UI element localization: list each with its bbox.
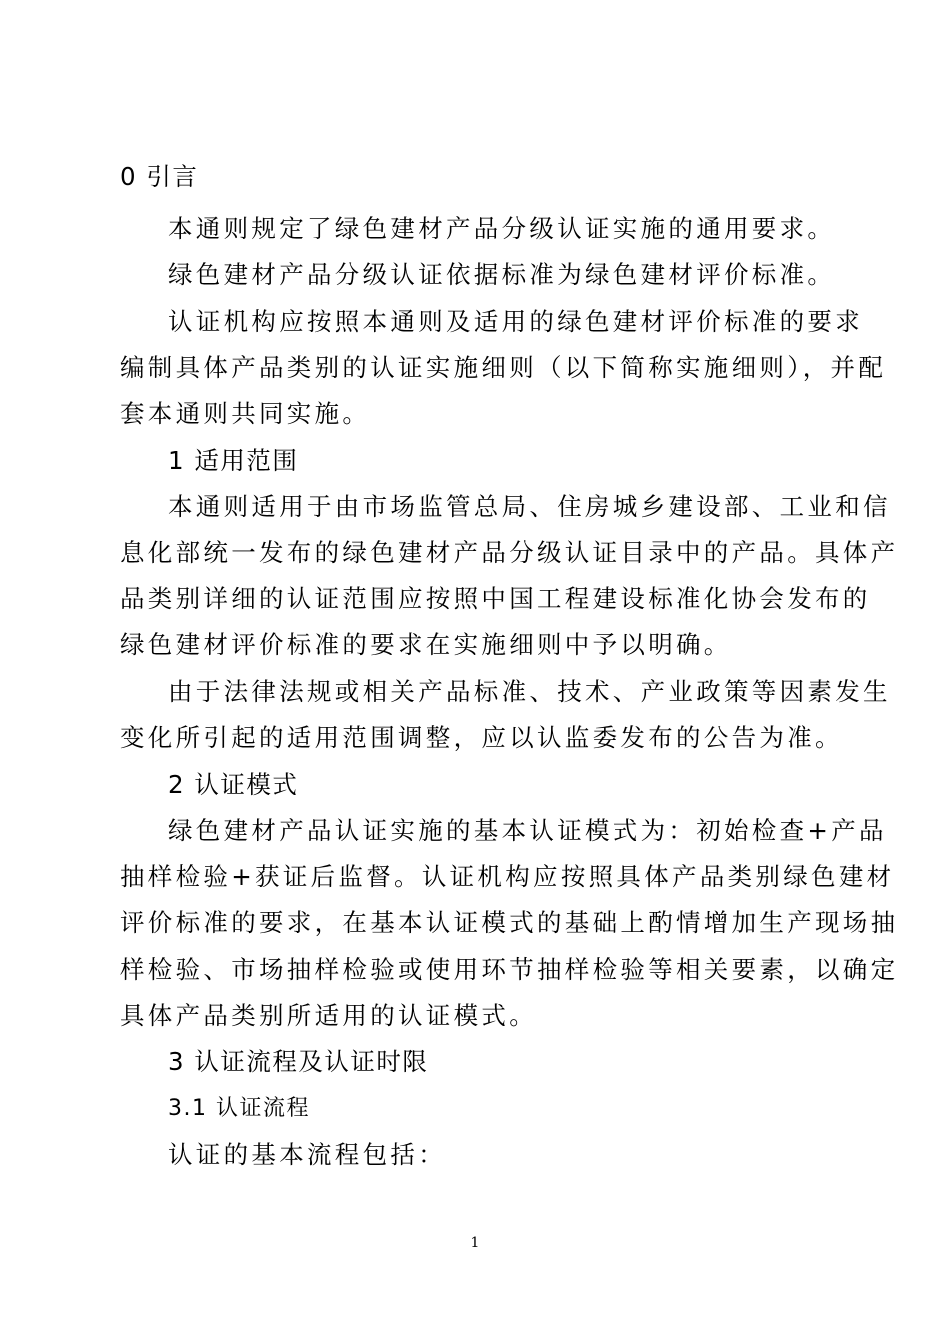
paragraph-line: 编制具体产品类别的认证实施细则（以下简称实施细则），并配 <box>120 353 887 382</box>
paragraph-line: 绿色建材评价标准的要求在实施细则中予以明确。 <box>120 630 732 659</box>
section-heading-scope: 1 适用范围 <box>168 446 299 475</box>
section-heading-mode: 2 认证模式 <box>168 770 299 799</box>
paragraph-line: 息化部统一发布的绿色建材产品分级认证目录中的产品。具体产 <box>120 538 899 567</box>
paragraph-line: 评价标准的要求，在基本认证模式的基础上酌情增加生产现场抽 <box>120 908 899 937</box>
paragraph-line: 变化所引起的适用范围调整，应以认监委发布的公告为准。 <box>120 723 843 752</box>
paragraph-line: 品类别详细的认证范围应按照中国工程建设标准化协会发布的 <box>120 584 871 613</box>
paragraph-line: 由于法律法规或相关产品标准、技术、产业政策等因素发生 <box>168 677 891 706</box>
page-number: 1 <box>470 1235 480 1251</box>
section-heading-intro: 0 引言 <box>120 162 199 191</box>
paragraph-line: 抽样检验+获证后监督。认证机构应按照具体产品类别绿色建材 <box>120 862 895 891</box>
section-heading-process: 3 认证流程及认证时限 <box>168 1047 429 1076</box>
paragraph-line: 认证机构应按照本通则及适用的绿色建材评价标准的要求 <box>168 307 863 336</box>
paragraph-line: 本通则适用于由市场监管总局、住房城乡建设部、工业和信 <box>168 492 891 521</box>
paragraph-line: 绿色建材产品分级认证依据标准为绿色建材评价标准。 <box>168 260 836 289</box>
paragraph-line: 具体产品类别所适用的认证模式。 <box>120 1001 537 1030</box>
paragraph-line: 绿色建材产品认证实施的基本认证模式为：初始检查+产品 <box>168 816 887 845</box>
paragraph-line: 认证的基本流程包括： <box>168 1140 446 1169</box>
subsection-heading-process-flow: 3.1 认证流程 <box>168 1096 310 1121</box>
paragraph-line: 样检验、市场抽样检验或使用环节抽样检验等相关要素，以确定 <box>120 955 899 984</box>
paragraph-line: 本通则规定了绿色建材产品分级认证实施的通用要求。 <box>168 214 836 243</box>
paragraph-line: 套本通则共同实施。 <box>120 399 371 428</box>
